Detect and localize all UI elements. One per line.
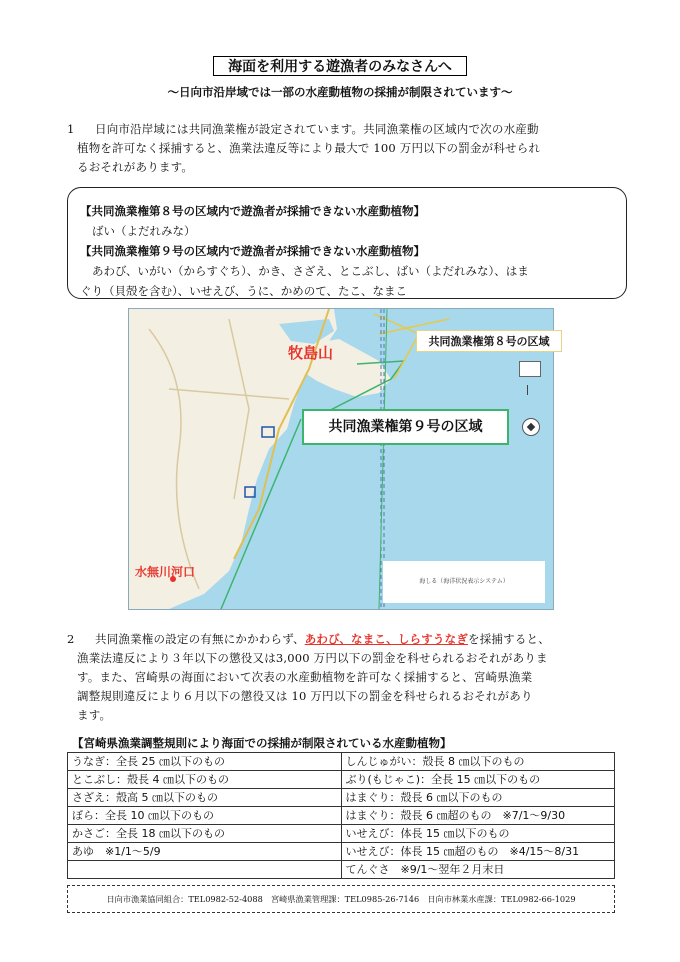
table-cell: うなぎ：全長 25 ㎝以下のもの [68,753,342,771]
area9-heading: 【共同漁業権第９号の区域内で遊漁者が採捕できない水産動植物】 [80,244,425,258]
page-subtitle: ～日向市沿岸域では一部の水産動植物の採捕が制限されています～ [167,85,513,99]
section-2-line: 調整規則違反により６月以下の懲役又は 10 万円以下の罰金を科せられるおそれがあり [77,689,533,703]
table-row [68,789,615,807]
map-label-area8: 共同漁業権第８号の区域 [416,330,562,352]
contact-footer: 日向市漁業協同組合：TEL0982-52-4088 宮崎県漁業管理課：TEL0985-26-7146 日向市林業水産課：TEL0982-66-1029 [67,885,615,913]
area9-species: あわび、いがい（からすぐち）、かき、さざえ、とこぶし、ばい（よだれみな）、はま [92,264,529,278]
table-cell: はまぐり：殻長 6 ㎝超のもの ※7/1～9/30 [341,807,615,825]
section-2-line: ます。 [77,708,112,722]
section-1-line: るおそれがあります。 [77,160,194,174]
table-cell: ぼら：全長 10 ㎝以下のもの [68,807,342,825]
section-1-number: 1 [67,122,75,136]
table-cell: かさご：全長 18 ㎝以下のもの [68,825,342,843]
table-cell: てんぐさ ※9/1～翌年２月末日 [341,861,615,879]
table-cell: とこぶし：殻長 4 ㎝以下のもの [68,771,342,789]
section-2-line [95,630,627,649]
section-1 [67,120,627,177]
layers-icon[interactable] [519,361,541,377]
section-2-number: 2 [67,632,75,646]
area8-heading: 【共同漁業権第８号の区域内で遊漁者が採捕できない水産動植物】 [80,204,425,218]
table-row [68,825,615,843]
compass-icon[interactable] [522,418,540,436]
table-cell: いせえび：体長 15 ㎝以下のもの [341,825,615,843]
section-2 [67,630,627,725]
area8-species: ばい（よだれみな） [92,224,196,238]
map-label-area9: 共同漁業権第９号の区域 [302,409,509,445]
area9-species: ぐり（貝殻を含む）、いせえび、うに、かめのて、たこ、なまこ [80,284,408,298]
regulation-table [67,752,615,879]
map-credit: 海しる（海洋状況表示システム） [383,561,545,603]
section-2-line: 漁業法違反により３年以下の懲役又は3,000 万円以下の罰金を科せられるおそれがありま [77,651,548,665]
section-1-line: 植物を許可なく採捕すると、漁業法違反等により最大で 100 万円以下の罰金が科せられ [77,141,541,155]
table-cell [68,861,342,879]
table-cell: ぶり(もじゃこ)：全長 15 ㎝以下のもの [341,771,615,789]
north-arrow-icon [527,385,537,395]
table-row [68,861,615,879]
table-cell: あゆ ※1/1～5/9 [68,843,342,861]
map-label-makishimayama: 牧島山 [288,344,334,362]
table-cell: しんじゅがい：殻長 8 ㎝以下のもの [341,753,615,771]
section-2-line: す。また、宮崎県の海面において次表の水産動植物を許可なく採捕すると、宮崎県漁業 [77,670,533,684]
table-row [68,807,615,825]
table-row [68,753,615,771]
regulation-table-heading: 【宮崎県漁業調整規則により海面での採捕が制限されている水産動植物】 [72,736,452,750]
page-title: 海面を利用する遊漁者のみなさんへ [213,56,467,76]
table-cell: はまぐり：殻長 6 ㎝以下のもの [341,789,615,807]
section-2-text: 共同漁業権の設定の有無にかかわらず、 [95,632,305,646]
table-row [68,843,615,861]
section-2-text: を採捕すると、 [468,632,550,646]
table-cell: さざえ：殻高 5 ㎝以下のもの [68,789,342,807]
map-label-river-mouth: 水無川河口 [135,565,196,579]
table-row [68,771,615,789]
section-1-line: 日向市沿岸域には共同漁業権が設定されています。共同漁業権の区域内で次の水産動 [95,122,539,136]
restricted-species-highlight: あわび、なまこ、しらすうなぎ [304,632,469,646]
table-cell: いせえび：体長 15 ㎝超のもの ※4/15～8/31 [341,843,615,861]
prohibited-species-box [67,187,627,299]
